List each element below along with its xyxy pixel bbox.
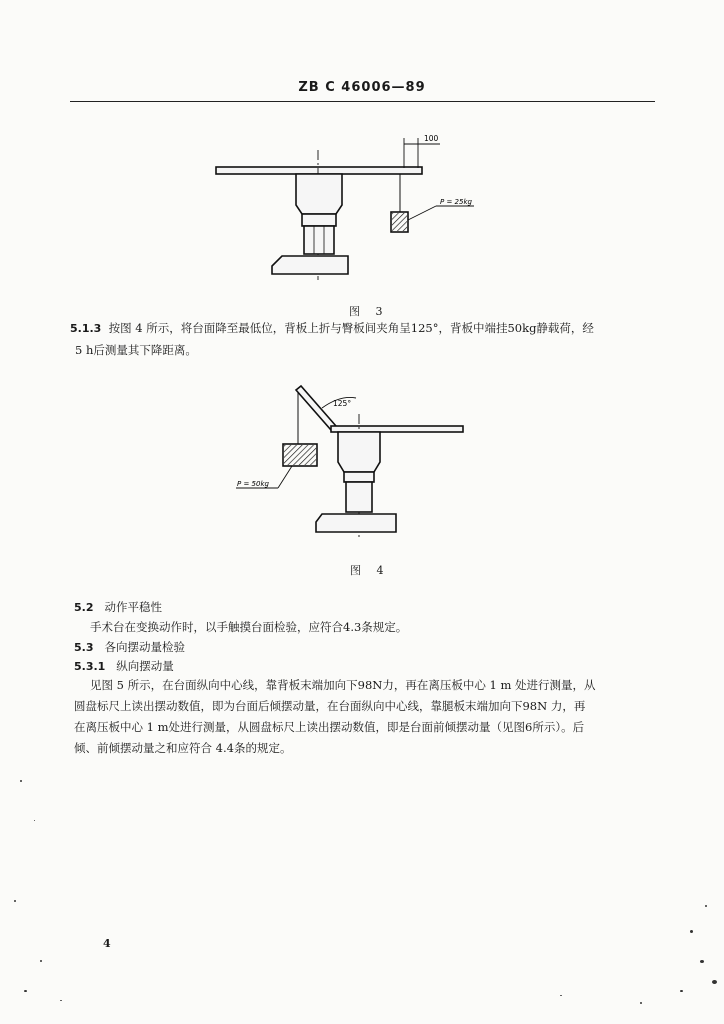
fig4-load-leader <box>278 466 292 488</box>
fig4-base <box>316 514 396 532</box>
section-5-1-3-line2: 5 h后测量其下降距离。 <box>75 343 197 357</box>
page-number: 4 <box>103 937 111 950</box>
fig4-column-inner <box>346 482 372 512</box>
section-5-3-1-line3: 在离压板中心 1 m处进行测量，从圆盘标尺上读出摆动数值，即是台面前倾摆动量（见图6所示）。后 <box>74 720 585 734</box>
section-5-3-1-number: 5.3.1 <box>74 660 106 673</box>
section-5-3-title: 各向摆动量检验 <box>104 640 185 654</box>
section-5-3-number: 5.3 <box>74 641 94 654</box>
figure-3-caption: 图 3 <box>349 305 389 318</box>
fig4-backboard <box>296 386 336 430</box>
section-5-3-1-line1: 见图 5 所示，在台面纵向中心线，靠背板末端加向下98N力，再在离压板中心 1 m 处进行测量，从 <box>90 678 596 692</box>
figure-4-caption: 图 4 <box>350 564 390 577</box>
fig4-column-lower <box>344 472 374 482</box>
fig4-load-label: P = 50kg <box>237 480 269 488</box>
section-5-1-3-line1: 按图 4 所示，将台面降至最低位，背板上折与臀板间夹角呈125°，背板中端挂50kg静载荷，经 <box>108 321 594 335</box>
fig3-dim-label: 100 <box>424 134 439 143</box>
fig4-column-upper <box>338 432 380 472</box>
section-5-3-1-line4: 倾、前倾摆动量之和应符合 4.4条的规定。 <box>74 741 292 755</box>
section-5-1-3-number: 5.1.3 <box>70 322 102 335</box>
fig3-load-label: P = 25kg <box>440 198 472 206</box>
document-code-header: ZB C 46006—89 <box>298 80 426 95</box>
fig4-weight-hatch <box>284 445 316 465</box>
section-5-2-title: 动作平稳性 <box>104 600 162 614</box>
section-5-2-text: 手术台在变换动作时，以手触摸台面检验，应符合4.3条规定。 <box>90 620 408 634</box>
section-5-3-1-line2: 圆盘标尺上读出摆动数值，即为台面后倾摆动量，在台面纵向中心线，靠腿板末端加向下98N 力，再 <box>74 699 586 713</box>
section-5-2-number: 5.2 <box>74 601 94 614</box>
fig4-tabletop <box>331 426 463 432</box>
section-5-3-1-title: 纵向摆动量 <box>116 659 174 673</box>
fig4-angle-label: 125° <box>333 399 352 408</box>
